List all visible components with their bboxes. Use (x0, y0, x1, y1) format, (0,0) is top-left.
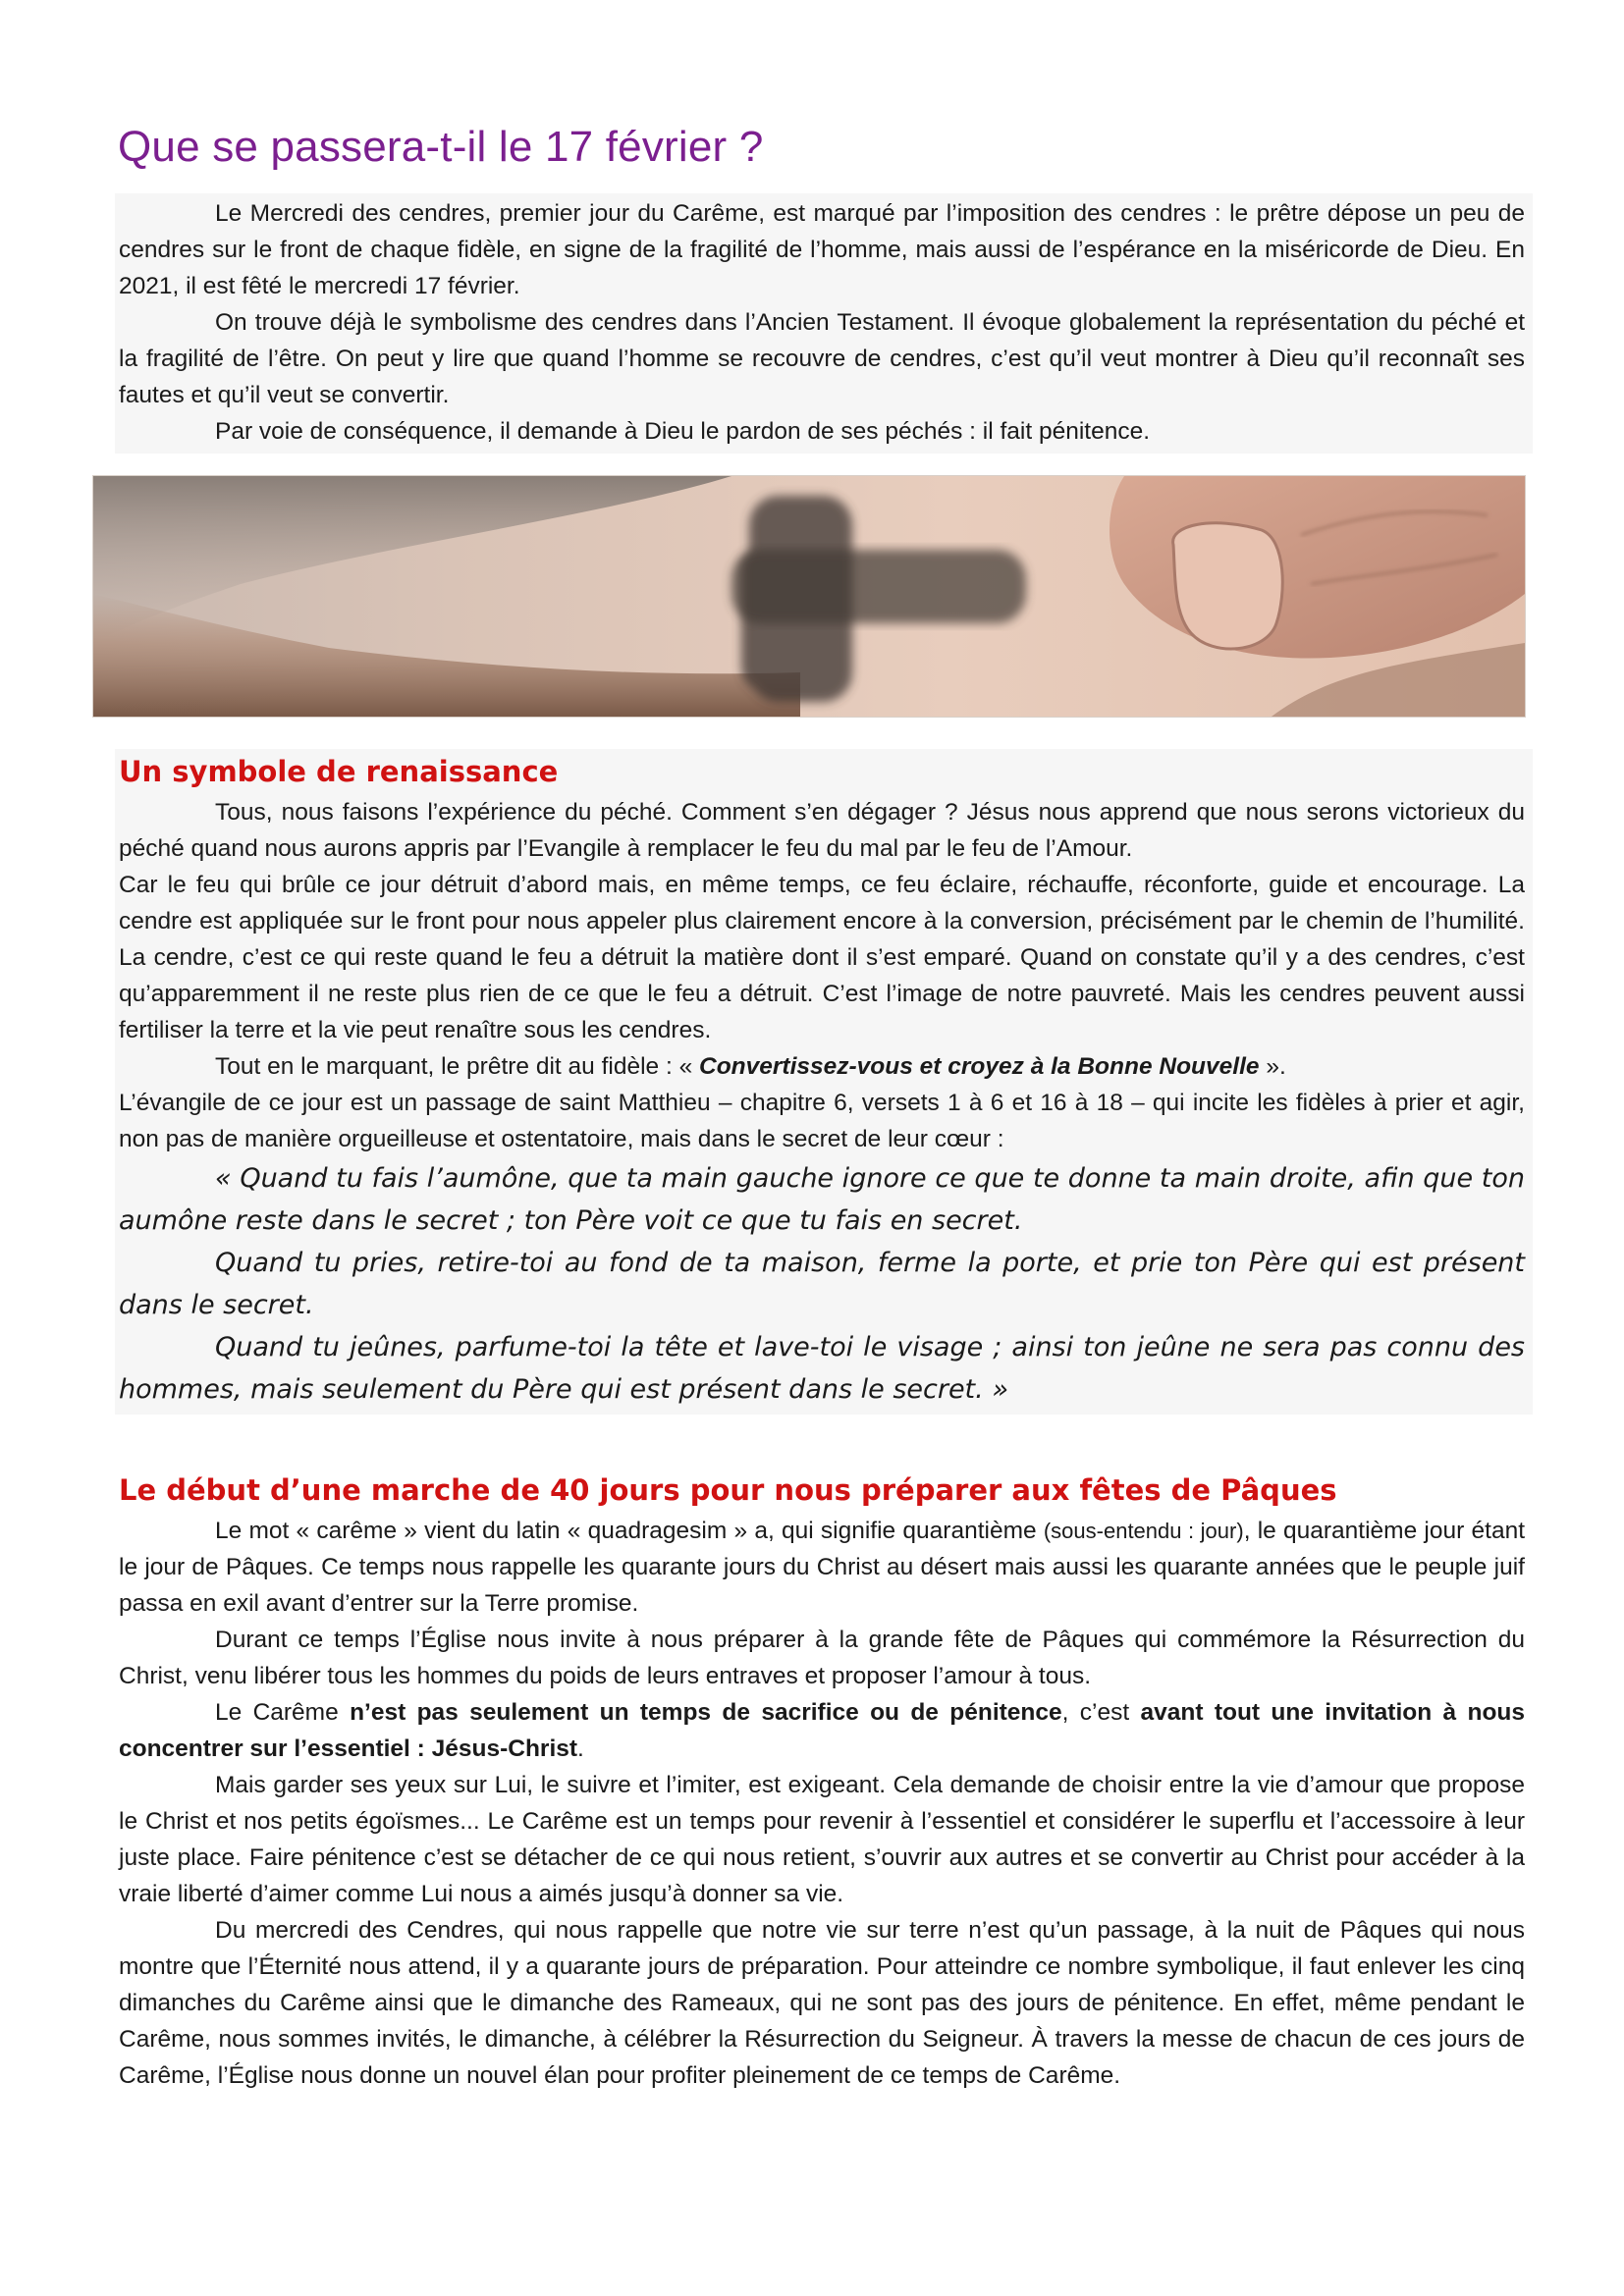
section-2-paragraph-3-a: Le Carême (215, 1699, 351, 1726)
intro-paragraph-2: On trouve déjà le symbolisme des cendres dans l’Ancien Testament. Il évoque globalement la représentation du péché et la fragilité de l’être. On peut y lire que quand l’homme se recouvre de cendres, c’est qu’il veut montrer à Dieu qu’il reconnaît ses fautes et qu’il veut se convertir. (119, 309, 1525, 408)
section-2-paragraph-3 (119, 1694, 1525, 1767)
ash-cross-forehead-image (93, 476, 1525, 717)
section-2-paragraph-1-small: (sous-entendu : jour) (1043, 1519, 1244, 1543)
section-1-paragraph-3-bold: Convertissez-vous et croyez à la Bonne Nouvelle (699, 1053, 1260, 1080)
section-1-paragraph-1: Tous, nous faisons l’expérience du péché. Comment s’en dégager ? Jésus nous apprend que nous serons victorieux du péché quand nous aurons appris par l’Evangile à remplacer le feu du mal par le feu de l’Amour. (119, 799, 1525, 862)
section-2-paragraph-1-post: , le quarantième jour étant le jour de Pâques. Ce temps nous rappelle les quarante jours du Christ au désert mais aussi les quarante années que le peuple juif passa en exil avant d’entrer sur la Terre promise. (119, 1518, 1526, 1617)
section-2-paragraph-4: Mais garder ses yeux sur Lui, le suivre et l’imiter, est exigeant. Cela demande de choisir entre la vie d’amour que propose le Christ et nos petits égoïsmes... Le Carême est un temps pour revenir à l’essentiel et considérer le superflu et l’accessoire à leur juste place. Faire pénitence c’est se détacher de ce qui nous retient, s’ouvrir aux autres et se convertir au Christ pour accéder à la vraie liberté d’aimer comme Lui nous a aimés jusqu’à donner sa vie. (119, 1772, 1525, 1907)
intro-block (115, 193, 1533, 454)
section-renaissance (115, 749, 1533, 1415)
intro-paragraph-3: Par voie de conséquence, il demande à Dieu le pardon de ses péchés : il fait pénitence. (215, 418, 1151, 445)
page-title: Que se passera-t-il le 17 février ? (118, 123, 764, 171)
section-1-paragraph-2: Car le feu qui brûle ce jour détruit d’abord mais, en même temps, ce feu éclaire, réchauffe, réconforte, guide et encourage. La cendre est appliquée sur le front pour nous appeler plus clairement encore à la conversion, précisément par le chemin de l’humilité. La cendre, c’est ce qui reste quand le feu a détruit la matière dont il s’est emparé. Quand on constate qu’il y a des cendres, c’est qu’apparemment il ne reste plus rien de ce que le feu a détruit. C’est l’image de notre pauvreté. Mais les cendres peuvent aussi fertiliser la terre et la vie peut renaître sous les cendres. (119, 872, 1525, 1043)
section-2-paragraph-1-pre: Le mot « carême » vient du latin « quadragesim » a, qui signifie quarantième (215, 1518, 1044, 1544)
section-1-paragraph-3-post: ». (1259, 1053, 1286, 1080)
section-2-title: Le début d’une marche de 40 jours pour nous préparer aux fêtes de Pâques (119, 1473, 1337, 1507)
section-2-paragraph-3-c: , c’est (1061, 1699, 1141, 1726)
section-1-title: Un symbole de renaissance (119, 755, 559, 788)
section-1-paragraph-3-pre: Tout en le marquant, le prêtre dit au fidèle : « (215, 1053, 700, 1080)
gospel-quote-3: Quand tu jeûnes, parfume-toi la tête et lave-toi le visage ; ainsi ton jeûne ne sera pas connu des hommes, mais seulement du Père qui est présent dans le secret. » (119, 1332, 1525, 1405)
gospel-quote-2: Quand tu pries, retire-toi au fond de ta maison, ferme la porte, et prie ton Père qui est présent dans le secret. (119, 1248, 1525, 1320)
section-2-paragraph-1 (119, 1513, 1525, 1622)
gospel-quote-1: « Quand tu fais l’aumône, que ta main gauche ignore ce que te donne ta main droite, afin que ton aumône reste dans le secret ; ton Père voit ce que tu fais en secret. (119, 1163, 1525, 1236)
section-1-paragraph-3 (119, 1048, 1525, 1085)
section-2-paragraph-5: Du mercredi des Cendres, qui nous rappelle que notre vie sur terre n’est qu’un passage, à la nuit de Pâques qui nous montre que l’Éternité nous attend, il y a quarante jours de préparation. Pour atteindre ce nombre symbolique, il faut enlever les cinq dimanches du Carême ainsi que le dimanche des Rameaux, qui ne sont pas des jours de pénitence. En effet, même pendant le Carême, nous sommes invités, le dimanche, à célébrer la Résurrection du Seigneur. À travers la messe de chacun de ces jours de Carême, l’Église nous donne un nouvel élan pour profiter pleinement de ce temps de Carême. (119, 1917, 1525, 2089)
section-1-paragraph-4: L’évangile de ce jour est un passage de saint Matthieu – chapitre 6, versets 1 à 6 et 16 à 18 – qui incite les fidèles à prier et agir, non pas de manière orgueilleuse et ostentatoire, mais dans le secret de leur cœur : (119, 1090, 1525, 1152)
section-2-paragraph-3-e: . (577, 1735, 584, 1762)
section-2-paragraph-3-d: avant tout une invitation à nous concentrer sur l’essentiel : Jésus-Christ (119, 1699, 1525, 1762)
section-2-paragraph-2: Durant ce temps l’Église nous invite à nous préparer à la grande fête de Pâques qui commémore la Résurrection du Christ, venu libérer tous les hommes du poids de leurs entraves et proposer l’amour à tous. (119, 1627, 1525, 1689)
intro-paragraph-1: Le Mercredi des cendres, premier jour du Carême, est marqué par l’imposition des cendres : le prêtre dépose un peu de cendres sur le front de chaque fidèle, en signe de la fragilité de l’homme, mais aussi de l’espérance en la miséricorde de Dieu. En 2021, il est fêté le mercredi 17 février. (119, 200, 1525, 299)
section-forty-days (115, 1468, 1533, 2094)
section-2-paragraph-3-b: n’est pas seulement un temps de sacrifice ou de pénitence (350, 1699, 1062, 1726)
